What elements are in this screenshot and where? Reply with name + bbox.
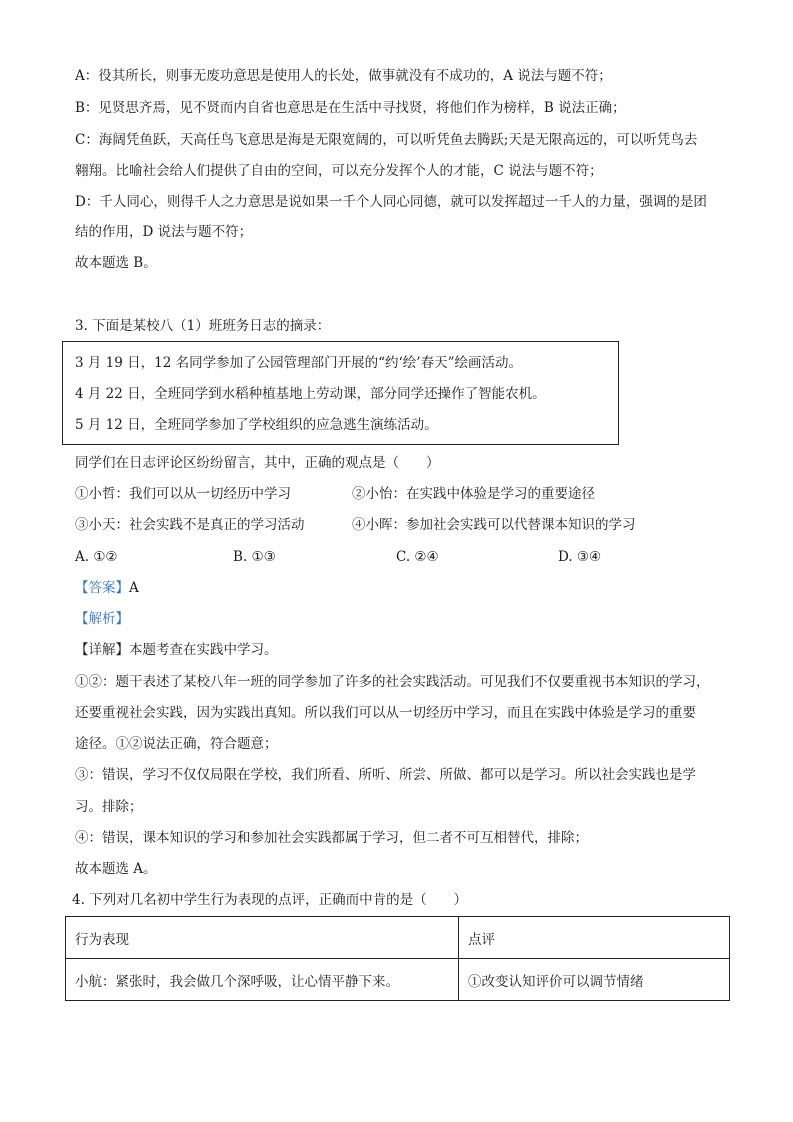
analysis-tag: 【解析】: [75, 611, 129, 627]
q3-log-entry: 5 月 12 日，全班同学参加了学校组织的应急逃生演练活动。: [75, 417, 438, 433]
q3-answer: [75, 578, 139, 598]
q2-analysis-line: A：役其所长，则事无废功意思是使用人的长处，做事就没有不成功的，A 说法与题不符；: [75, 68, 612, 84]
q3-explain-line: 还要重视社会实践，因为实践出真知。所以我们可以从一切经历中学习，而且在实践中体验是学习的重要: [75, 705, 696, 721]
q4-stem: 4. 下列对几名初中学生行为表现的点评，正确而中肯的是（ ）: [72, 892, 468, 908]
q3-explain-line: 习。排除；: [75, 799, 143, 815]
header-behavior: 行为表现: [66, 917, 459, 959]
answer-value: A: [129, 580, 139, 596]
q3-question: 同学们在日志评论区纷纷留言，其中，正确的观点是（ ）: [75, 455, 440, 471]
q3-analysis-tag: [75, 609, 129, 629]
q3-log-entry: 3 月 19 日，12 名同学参加了公园管理部门开展的“约‘绘’春天”绘画活动。: [75, 355, 522, 371]
q3-log-box: [62, 341, 619, 445]
q3-view: ①小哲：我们可以从一切经历中学习: [75, 486, 291, 502]
q4-table: [65, 916, 730, 1001]
q2-conclusion: 故本题选 B。: [75, 255, 157, 271]
q3-explain-line: ①②：题干表述了某校八年一班的同学参加了许多的社会实践活动。可见我们不仅要重视书本知识的学习，: [75, 674, 710, 690]
q3-view: ③小天：社会实践不是真正的学习活动: [75, 517, 305, 533]
q3-explain-line: 途径。①②说法正确，符合题意；: [75, 736, 278, 752]
detail-text: 本题考查在实践中学习。: [129, 642, 278, 658]
q3-view: ④小晖：参加社会实践可以代替课本知识的学习: [352, 517, 636, 533]
q3-option-c: C. ②④: [396, 549, 439, 565]
q3-option-b: B. ①③: [233, 549, 276, 565]
q2-analysis-line: B：见贤思齐焉，见不贤而内自省也意思是在生活中寻找贤，将他们作为榜样，B 说法正确；: [75, 100, 626, 116]
q3-option-d: D. ③④: [558, 549, 602, 565]
q3-conclusion: 故本题选 A。: [75, 861, 157, 877]
table-row: [66, 959, 730, 1001]
q3-stem: 3. 下面是某校八（1）班班务日志的摘录：: [75, 318, 331, 334]
header-comment: 点评: [459, 917, 730, 959]
row-comment: ①改变认知评价可以调节情绪: [459, 959, 730, 1001]
q3-log-entry: 4 月 22 日，全班同学到水稻种植基地上劳动课，部分同学还操作了智能农机。: [75, 386, 546, 402]
q3-view: ②小怡：在实践中体验是学习的重要途径: [352, 486, 595, 502]
row-behavior: 小航：紧张时，我会做几个深呼吸，让心情平静下来。: [66, 959, 459, 1001]
detail-tag: 【详解】: [75, 642, 129, 658]
q3-detail: [75, 640, 278, 660]
q3-explain-line: ④：错误，课本知识的学习和参加社会实践都属于学习，但二者不可互相替代，排除；: [75, 830, 588, 846]
q2-analysis-line: 翱翔。比喻社会给人们提供了自由的空间，可以充分发挥个人的才能，C 说法与题不符；: [75, 163, 603, 179]
answer-tag: 【答案】: [75, 580, 129, 596]
q3-explain-line: ③：错误，学习不仅仅局限在学校，我们所看、所听、所尝、所做、都可以是学习。所以社会实践也是学: [75, 767, 696, 783]
q2-analysis-line: 结的作用，D 说法与题不符；: [75, 224, 253, 240]
q2-analysis-line: C：海阔凭鱼跃，天高任鸟飞意思是海是无限宽阔的，可以听凭鱼去腾跃;天是无限高远的，可以听凭鸟去: [75, 132, 698, 148]
table-header-row: [66, 917, 730, 959]
q3-option-a: A. ①②: [75, 549, 118, 565]
q2-analysis-line: D：千人同心，则得千人之力意思是说如果一千个人同心同德，就可以发挥超过一千人的力量，强调的是团: [75, 194, 707, 210]
